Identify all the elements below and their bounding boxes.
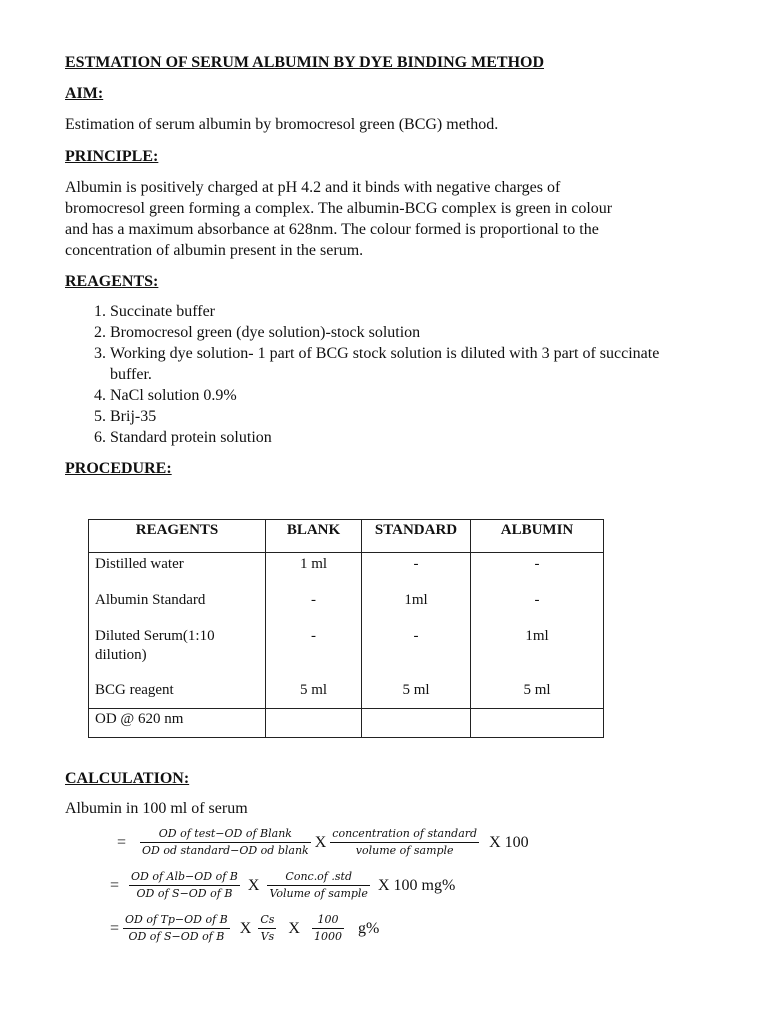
procedure-heading: PROCEDURE: (65, 460, 172, 477)
reagents-heading: REAGENTS: (65, 273, 159, 290)
formula-tail: X 100 (489, 834, 529, 851)
table-cell: 5 ml (299, 682, 328, 698)
table-body-row (89, 553, 604, 709)
fraction (129, 869, 240, 902)
fraction (267, 869, 370, 902)
principle-line: and has a maximum absorbance at 628nm. The colour formed is proportional to the (65, 221, 599, 238)
list-item: 3. Working dye solution- 1 part of BCG stock solution is diluted with 3 part of succinate buffer. (110, 343, 670, 385)
denominator: volume of sample (355, 844, 454, 857)
fraction (140, 826, 311, 859)
table-cell: - (413, 628, 419, 644)
table-cell: 1ml (404, 592, 428, 608)
table-cell: - (534, 556, 540, 572)
table-cell: - (413, 556, 419, 572)
equals-sign: = (110, 920, 120, 937)
list-item: 1. Succinate buffer (110, 301, 670, 322)
numerator: Cs (258, 912, 276, 929)
albumin-column-cell (471, 553, 604, 709)
list-item: 2. Bromocresol green (dye solution)-stock solution (110, 322, 670, 343)
formula-tail: g% (357, 920, 380, 937)
table-cell: 5 ml (402, 682, 430, 698)
table-cell: - (311, 628, 316, 644)
column-header: ALBUMIN (471, 520, 604, 553)
fraction (330, 826, 479, 859)
procedure-table (88, 519, 604, 738)
table-cell: Albumin Standard (95, 592, 206, 608)
standard-column-cell (362, 553, 471, 709)
formula-2 (110, 869, 455, 902)
aim-heading: AIM: (65, 85, 104, 102)
table-cell: 1ml (525, 628, 549, 644)
denominator: 1000 (313, 930, 342, 943)
table-cell: - (311, 592, 316, 608)
denominator: OD od standard−OD od blank (142, 844, 309, 857)
table-cell (471, 709, 604, 738)
table-header-row (89, 520, 604, 553)
principle-line: bromocresol green forming a complex. The albumin-BCG complex is green in colour (65, 200, 613, 217)
multiply-sign: X (247, 877, 260, 894)
numerator: OD of Tp−OD of B (123, 912, 230, 929)
reagents-list (65, 301, 670, 448)
page-title: ESTMATION OF SERUM ALBUMIN BY DYE BINDING METHOD (65, 54, 545, 71)
multiply-sign: X (288, 920, 300, 937)
table-cell: BCG reagent (95, 682, 174, 698)
aim-text: Estimation of serum albumin by bromocresol green (BCG) method. (65, 116, 499, 133)
equals-sign: = (110, 877, 120, 894)
column-header: BLANK (266, 520, 362, 553)
numerator: OD of test−OD of Blank (140, 826, 311, 843)
table-cell: 5 ml (523, 682, 551, 698)
equals-sign: = (117, 834, 127, 851)
list-item: 6. Standard protein solution (110, 427, 670, 448)
table-cell: - (534, 592, 540, 608)
table-row-od (89, 709, 604, 738)
fraction (123, 912, 230, 945)
table-cell: OD @ 620 nm (89, 709, 266, 738)
table-cell: Diluted Serum(1:10 dilution) (95, 628, 215, 663)
calculation-heading: CALCULATION: (65, 770, 190, 787)
table-cell (362, 709, 471, 738)
principle-heading: PRINCIPLE: (65, 148, 159, 165)
reagent-names-cell (89, 553, 266, 709)
document-page (65, 52, 705, 479)
column-header: STANDARD (362, 520, 471, 553)
numerator: concentration of standard (330, 826, 479, 843)
calculation-intro: Albumin in 100 ml of serum (65, 800, 248, 817)
denominator: OD of S−OD of B (136, 887, 233, 900)
list-item: 4. NaCl solution 0.9% (110, 385, 670, 406)
numerator: Conc.of .std (267, 869, 370, 886)
principle-line: Albumin is positively charged at pH 4.2 and it binds with negative charges of (65, 179, 561, 196)
formula-tail: X 100 mg% (377, 877, 456, 894)
principle-line: concentration of albumin present in the serum. (65, 242, 364, 259)
column-header: REAGENTS (89, 520, 266, 553)
denominator: Volume of sample (269, 887, 368, 900)
fraction (258, 912, 276, 945)
multiply-sign: X (239, 920, 252, 937)
numerator: 100 (312, 912, 344, 929)
denominator: OD of S−OD of B (128, 930, 225, 943)
fraction (312, 912, 344, 945)
multiply-sign: X (314, 834, 327, 851)
table-cell: Distilled water (95, 556, 184, 572)
blank-column-cell (266, 553, 362, 709)
denominator: Vs (260, 930, 275, 943)
table-cell (266, 709, 362, 738)
principle-text (65, 177, 705, 261)
formula-3 (110, 912, 379, 945)
table-cell: 1 ml (299, 556, 328, 572)
list-item: 5. Brij-35 (110, 406, 670, 427)
formula-1 (117, 826, 529, 859)
numerator: OD of Alb−OD of B (129, 869, 240, 886)
